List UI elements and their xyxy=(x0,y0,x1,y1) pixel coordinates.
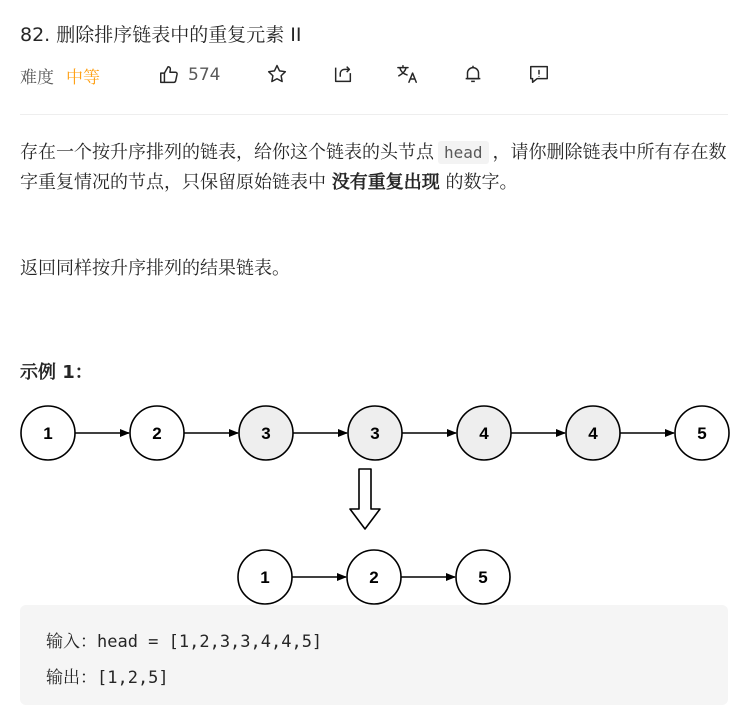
input-list-row xyxy=(21,406,729,460)
like-button[interactable] xyxy=(158,64,220,86)
example-title: 示例 1： xyxy=(20,362,93,383)
thumbs-up-icon xyxy=(158,64,180,86)
output-list-node-label: 1 xyxy=(260,568,270,587)
output-list-node-label: 2 xyxy=(369,568,379,587)
share-icon[interactable] xyxy=(332,63,354,85)
down-arrow-icon xyxy=(350,469,380,529)
output-list-row xyxy=(238,550,510,604)
description-text-2: ，请你删除链表中所有存在数字重复情况的节点，只保留原始链表中 xyxy=(20,142,727,193)
example-input-line: 输入：head = [1,2,3,3,4,4,5] xyxy=(46,632,323,652)
description-return-text: 返回同样按升序排列的结果链表。 xyxy=(20,258,290,279)
input-list-node-label: 1 xyxy=(43,424,53,443)
description-text-1: 存在一个按升序排列的链表，给你这个链表的头节点 xyxy=(20,142,434,163)
input-list-node-label: 2 xyxy=(152,424,162,443)
input-list-node-label: 3 xyxy=(261,424,271,443)
example-output-line: 输出：[1,2,5] xyxy=(46,668,169,688)
difficulty-badge: 中等 xyxy=(66,67,100,88)
input-list-node-label: 4 xyxy=(588,424,598,443)
translate-icon[interactable] xyxy=(396,63,420,85)
input-list-node-label: 3 xyxy=(370,424,380,443)
difficulty-label: 难度 xyxy=(20,67,54,88)
star-icon[interactable] xyxy=(266,63,288,85)
feedback-icon[interactable] xyxy=(528,63,550,85)
header-divider xyxy=(20,114,728,115)
output-list-node-label: 5 xyxy=(478,568,488,587)
bell-icon[interactable] xyxy=(462,63,484,85)
input-list-node-label: 5 xyxy=(697,424,707,443)
linked-list-diagram xyxy=(0,396,748,608)
like-count: 574 xyxy=(188,65,221,85)
inline-code-head: head xyxy=(438,141,489,164)
input-list-node-label: 4 xyxy=(479,424,489,443)
problem-meta-bar xyxy=(20,60,221,90)
description-text-3: 的数字。 xyxy=(445,172,518,193)
example-code-block xyxy=(20,605,728,705)
problem-title: 82. 删除排序链表中的重复元素 II xyxy=(20,24,302,46)
problem-description xyxy=(20,138,728,198)
description-bold-text: 没有重复出现 xyxy=(331,172,440,193)
